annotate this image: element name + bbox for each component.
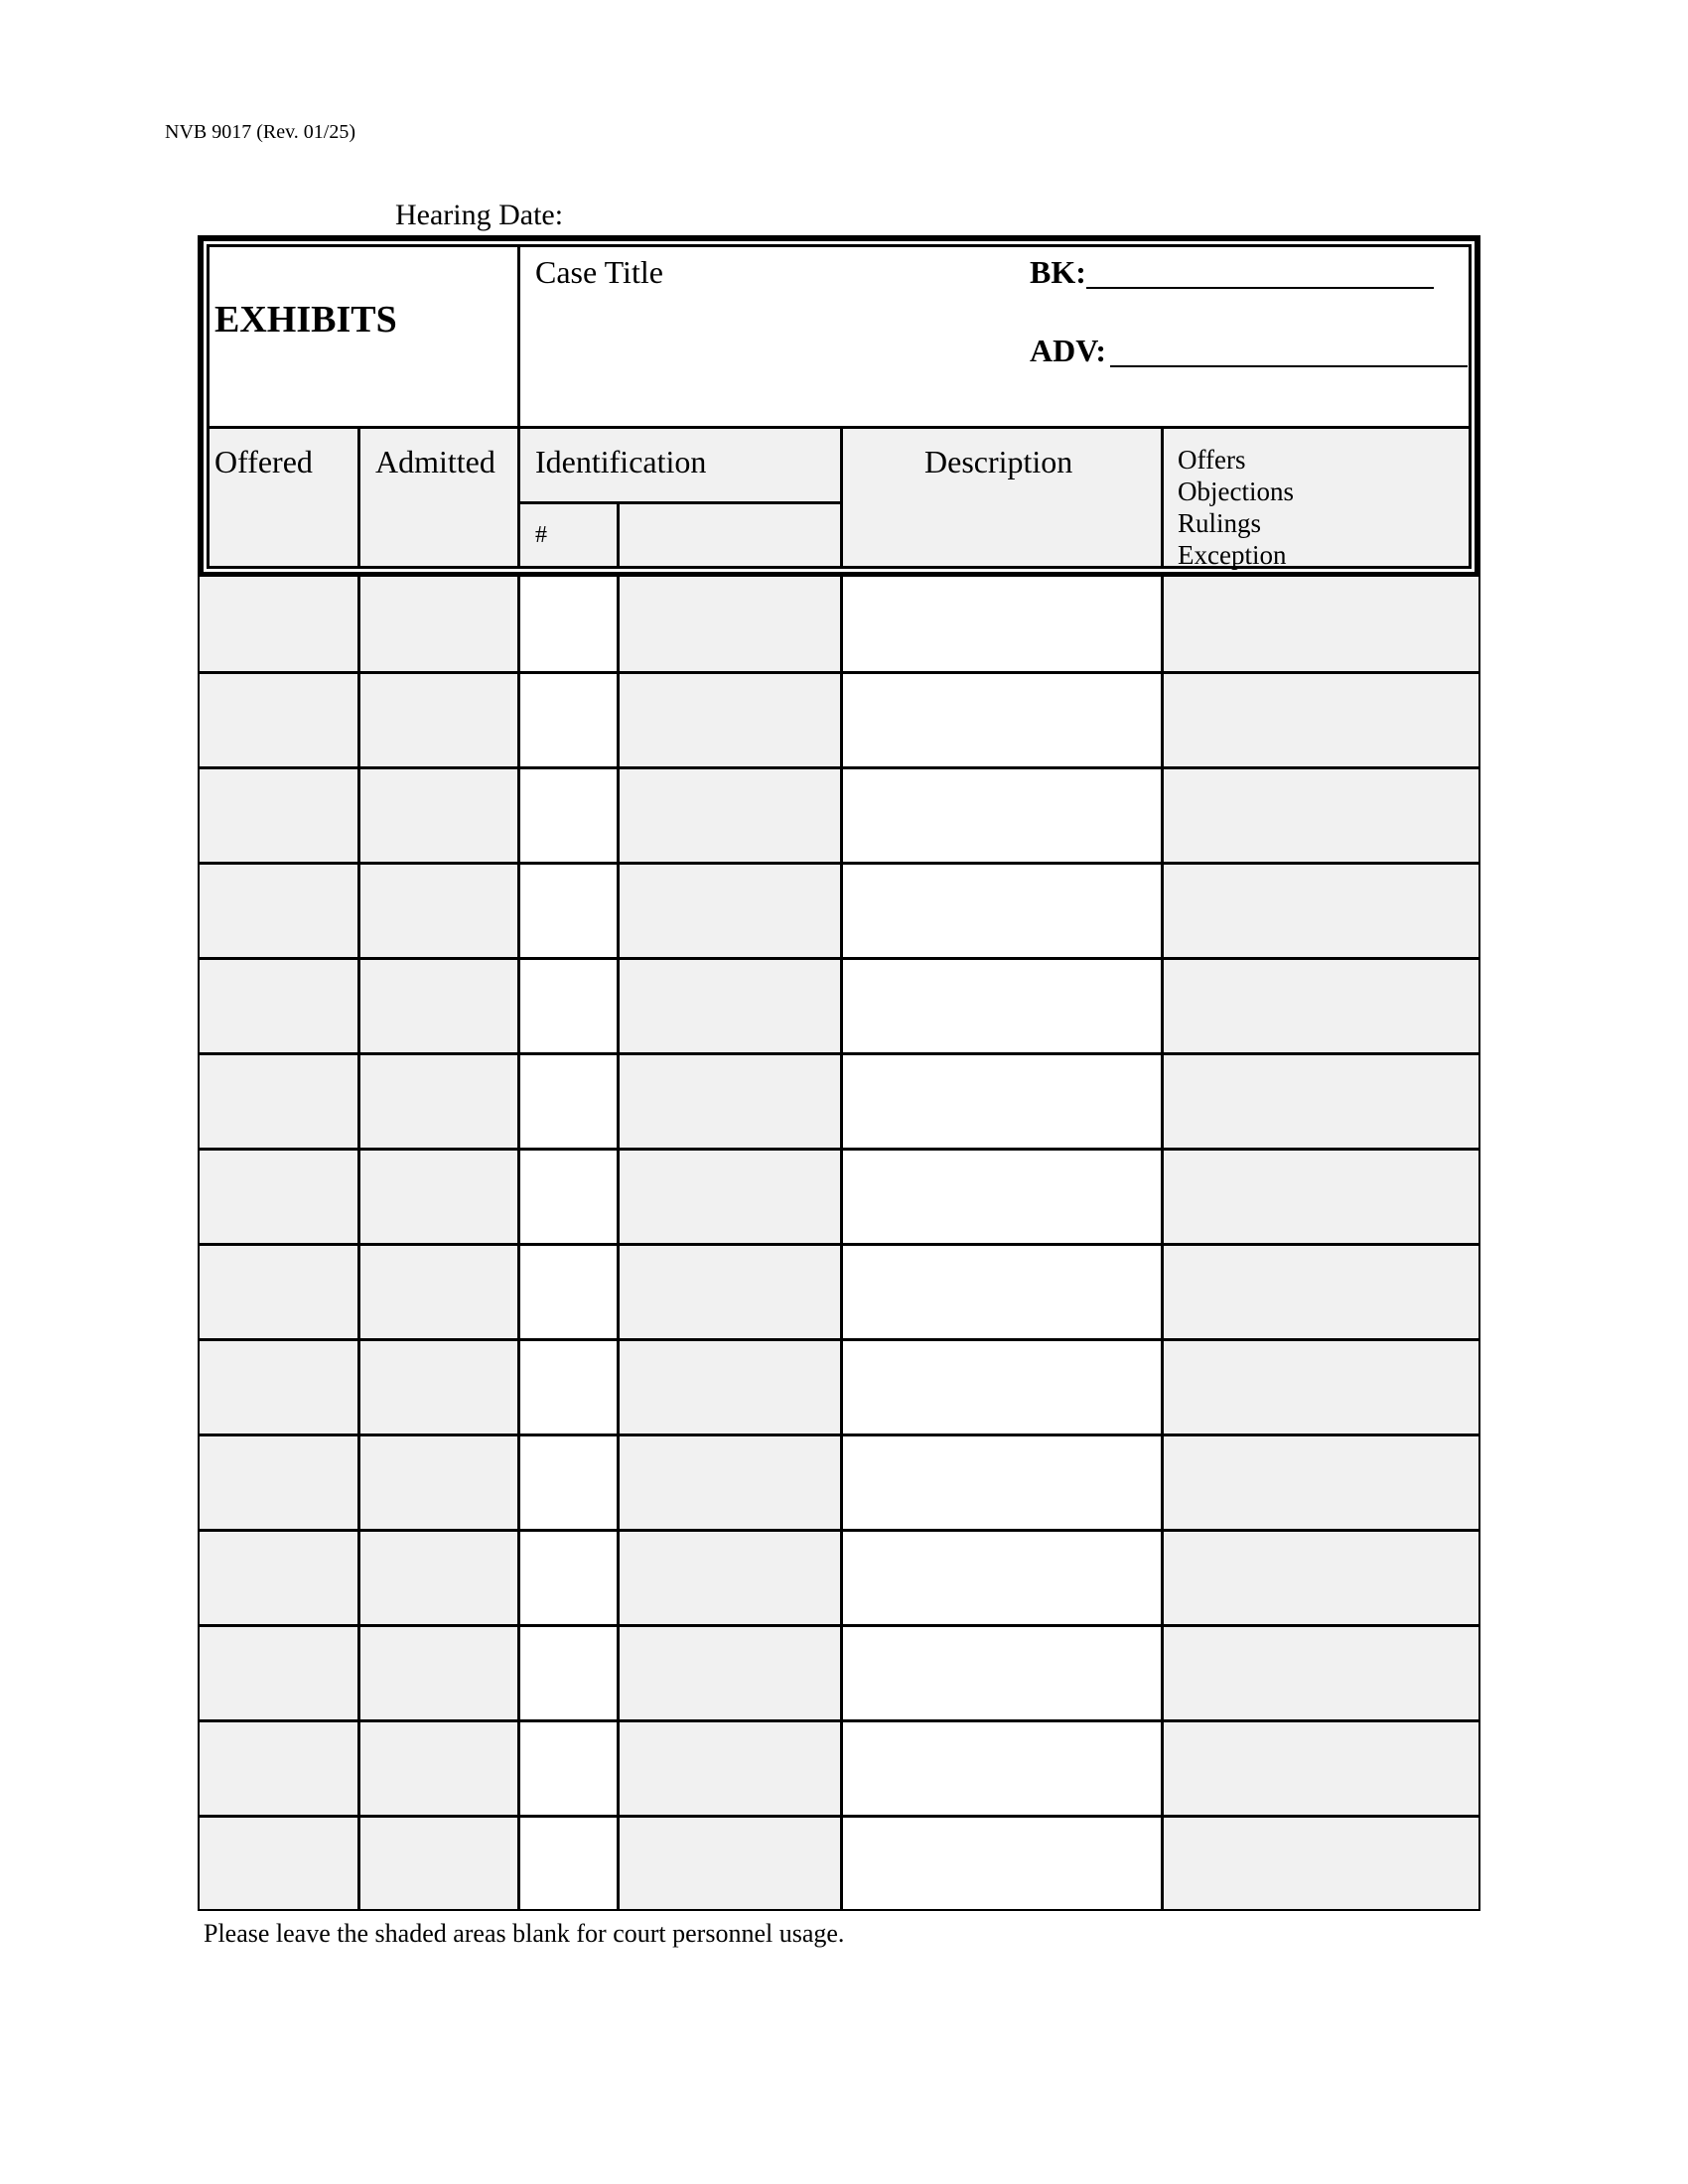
row-divider: [198, 1719, 1480, 1722]
admitted-cell[interactable]: [358, 767, 519, 863]
offers-objections-cell[interactable]: [1162, 1434, 1480, 1530]
number-cell[interactable]: [519, 1053, 618, 1149]
admitted-cell[interactable]: [358, 1816, 519, 1911]
column-divider: [198, 577, 200, 1911]
row-divider: [198, 1148, 1480, 1151]
row-divider: [198, 1624, 1480, 1627]
column-divider: [1478, 577, 1480, 1911]
adv-field[interactable]: [1110, 365, 1468, 367]
row-divider: [198, 1338, 1480, 1341]
description-cell[interactable]: [841, 1720, 1162, 1816]
offered-cell[interactable]: [198, 1434, 358, 1530]
offered-cell[interactable]: [198, 1244, 358, 1339]
description-cell[interactable]: [841, 863, 1162, 958]
offered-cell[interactable]: [198, 1720, 358, 1816]
objections-label: Objections: [1178, 477, 1294, 506]
admitted-cell[interactable]: [358, 672, 519, 767]
admitted-cell[interactable]: [358, 1434, 519, 1530]
description-cell[interactable]: [841, 1816, 1162, 1911]
offered-cell[interactable]: [198, 1339, 358, 1434]
admitted-cell[interactable]: [358, 1720, 519, 1816]
admitted-cell[interactable]: [358, 1053, 519, 1149]
identification-cell[interactable]: [618, 1339, 841, 1434]
column-divider: [357, 577, 360, 1911]
row-divider: [198, 957, 1480, 960]
admitted-cell[interactable]: [358, 863, 519, 958]
offered-cell[interactable]: [198, 863, 358, 958]
row-divider: [198, 1052, 1480, 1055]
adv-label: ADV:: [1030, 333, 1107, 368]
row-divider: [198, 766, 1480, 769]
offers-objections-cell[interactable]: [1162, 577, 1480, 672]
identification-cell[interactable]: [618, 863, 841, 958]
case-title-label: Case Title: [535, 254, 663, 290]
identification-cell[interactable]: [618, 1053, 841, 1149]
number-sign-header: #: [535, 522, 547, 548]
identification-cell[interactable]: [618, 1149, 841, 1244]
row-divider: [198, 1433, 1480, 1436]
number-cell[interactable]: [519, 1625, 618, 1720]
description-header: Description: [924, 444, 1073, 479]
identification-cell[interactable]: [618, 1530, 841, 1625]
identification-cell[interactable]: [618, 672, 841, 767]
column-divider: [840, 577, 843, 1911]
number-cell[interactable]: [519, 1149, 618, 1244]
offered-header: Offered: [214, 444, 313, 479]
number-cell[interactable]: [519, 863, 618, 958]
offers-objections-cell[interactable]: [1162, 1339, 1480, 1434]
identification-header: Identification: [535, 444, 707, 479]
exhibits-title: EXHIBITS: [214, 299, 397, 341]
number-cell[interactable]: [519, 1244, 618, 1339]
description-cell[interactable]: [841, 767, 1162, 863]
offered-cell[interactable]: [198, 577, 358, 672]
number-cell[interactable]: [519, 1816, 618, 1911]
offers-objections-cell[interactable]: [1162, 1720, 1480, 1816]
offers-label: Offers: [1178, 445, 1246, 475]
admitted-cell[interactable]: [358, 1244, 519, 1339]
description-cell[interactable]: [841, 1053, 1162, 1149]
identification-cell[interactable]: [618, 1244, 841, 1339]
rulings-label: Rulings: [1178, 508, 1262, 538]
description-cell[interactable]: [841, 958, 1162, 1053]
offers-objections-cell[interactable]: [1162, 1149, 1480, 1244]
identification-cell[interactable]: [618, 577, 841, 672]
description-cell[interactable]: [841, 1244, 1162, 1339]
identification-cell[interactable]: [618, 1625, 841, 1720]
description-cell[interactable]: [841, 1149, 1162, 1244]
identification-cell[interactable]: [618, 767, 841, 863]
offers-objections-cell[interactable]: [1162, 1625, 1480, 1720]
table-bottom-border: [198, 1909, 1480, 1911]
column-divider: [617, 577, 620, 1911]
offers-objections-cell[interactable]: [1162, 1816, 1480, 1911]
admitted-header: Admitted: [375, 444, 495, 479]
form-code: NVB 9017 (Rev. 01/25): [165, 121, 356, 143]
admitted-cell[interactable]: [358, 1625, 519, 1720]
offers-objections-header: [1178, 444, 1294, 571]
number-cell[interactable]: [519, 1530, 618, 1625]
admitted-cell[interactable]: [358, 577, 519, 672]
number-cell[interactable]: [519, 1434, 618, 1530]
admitted-cell[interactable]: [358, 1149, 519, 1244]
number-cell[interactable]: [519, 577, 618, 672]
offered-cell[interactable]: [198, 1625, 358, 1720]
number-cell[interactable]: [519, 767, 618, 863]
hearing-date-label: Hearing Date:: [395, 199, 564, 231]
offered-cell[interactable]: [198, 1149, 358, 1244]
number-cell[interactable]: [519, 672, 618, 767]
identification-cell[interactable]: [618, 958, 841, 1053]
offered-cell[interactable]: [198, 1816, 358, 1911]
offered-cell[interactable]: [198, 672, 358, 767]
offered-cell[interactable]: [198, 958, 358, 1053]
description-cell[interactable]: [841, 1625, 1162, 1720]
offered-cell[interactable]: [198, 1530, 358, 1625]
bk-field[interactable]: [1086, 287, 1434, 289]
column-divider: [1161, 577, 1164, 1911]
identification-cell[interactable]: [618, 1434, 841, 1530]
footer-note: Please leave the shaded areas blank for court personnel usage.: [204, 1919, 845, 1948]
offers-objections-cell[interactable]: [1162, 1053, 1480, 1149]
admitted-cell[interactable]: [358, 958, 519, 1053]
description-cell[interactable]: [841, 1339, 1162, 1434]
identification-cell[interactable]: [618, 1816, 841, 1911]
exception-label: Exception: [1178, 540, 1287, 570]
offers-objections-cell[interactable]: [1162, 863, 1480, 958]
number-cell[interactable]: [519, 958, 618, 1053]
description-cell[interactable]: [841, 1530, 1162, 1625]
offered-cell[interactable]: [198, 767, 358, 863]
column-divider: [517, 577, 520, 1911]
admitted-cell[interactable]: [358, 1339, 519, 1434]
offers-objections-cell[interactable]: [1162, 767, 1480, 863]
offers-objections-cell[interactable]: [1162, 958, 1480, 1053]
row-divider: [198, 1243, 1480, 1246]
description-cell[interactable]: [841, 672, 1162, 767]
row-divider: [198, 1815, 1480, 1818]
row-divider: [198, 671, 1480, 674]
offers-objections-cell[interactable]: [1162, 672, 1480, 767]
offered-cell[interactable]: [198, 1053, 358, 1149]
identification-cell[interactable]: [618, 1720, 841, 1816]
description-cell[interactable]: [841, 577, 1162, 672]
row-divider: [198, 1529, 1480, 1532]
row-divider: [198, 862, 1480, 865]
offers-objections-cell[interactable]: [1162, 1530, 1480, 1625]
offers-objections-cell[interactable]: [1162, 1244, 1480, 1339]
number-cell[interactable]: [519, 1720, 618, 1816]
bk-label: BK:: [1030, 254, 1086, 290]
number-cell[interactable]: [519, 1339, 618, 1434]
description-cell[interactable]: [841, 1434, 1162, 1530]
admitted-cell[interactable]: [358, 1530, 519, 1625]
